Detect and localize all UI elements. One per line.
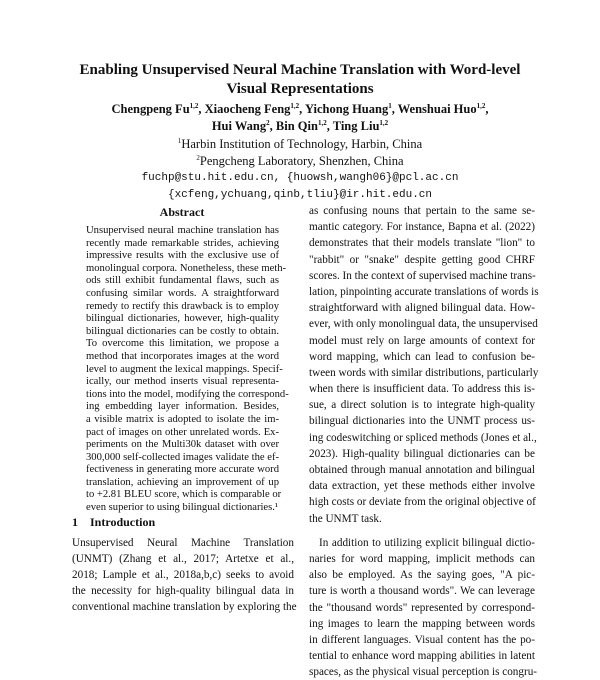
author-name: Xiaocheng Feng [204,102,291,116]
abstract-line: pact of images on other unrelated words. Ex- [86,426,279,438]
paragraph-line: ture is worth a thousand words". We can leverage [309,585,535,598]
abstract-line: translation, achieving an improvement of up [86,476,279,488]
paragraph-line: In addition to utilizing explicit bilingual dictio- [319,536,535,549]
paragraph-line: bilingual dictionaries into the UNMT process us- [309,415,535,428]
paragraph-line: the UNMT task. [309,512,382,525]
title-line: Enabling Unsupervised Neural Machine Translation with Word-level [79,62,521,78]
author-name: Hui Wang [211,119,267,133]
abstract-line: ods still exhibit fundamental flaws, such as [86,275,279,287]
paragraph-line: naries for word mapping, implicit methods can [309,552,535,565]
abstract-line: remedy to rectify this drawback is to employ [86,300,279,312]
paragraph-line: scores. In the context of supervised machine trans- [309,269,536,282]
author-line: Chengpeng Fu$^{1,2}$, Xiaocheng Feng$^{1,2}$, Yichong Huang$^1$, Wenshuai Huo$^{1,2}$, [111,101,489,116]
affiliation-line: $^2$Pengcheng Laboratory, Shenzhen, China [196,153,404,168]
paragraph-line: "rabbit" or "snake" despite getting good CHRF [309,253,535,266]
paragraph-line: high costs or deviate from the original objective of [309,496,536,509]
abstract-line: ically, our method inserts visual representa- [86,376,279,388]
email-line: fuchp@stu.hit.edu.cn, {huowsh,wangh06}@pcl.ac.cn [141,172,459,184]
abstract-heading: Abstract [159,205,205,219]
title-line: Visual Representations [226,81,374,97]
author-affil-sup: 1 [388,101,392,110]
right-column [309,203,539,680]
abstract-line: a visible matrix is adopted to isolate the im- [86,413,279,425]
author-affil-sup: 1,2 [189,101,199,110]
paragraph-line: mantic category. For instance, Bapna et al. (2022) [309,221,535,234]
paragraph-line: word mapping, which can lead to confusion be- [309,350,535,363]
author-name: Bin Qin [275,119,318,133]
paragraph-line: as confusing nouns that pertain to the same se- [309,205,535,217]
paragraph-line: tential to enhance word mapping abilities in latent [309,650,535,663]
paragraph-line: the "thousand words" represented by correspond- [309,601,535,614]
intro-line: Unsupervised Neural Machine Translation [72,537,294,549]
paragraph-line: ing images to learn the mapping between words [309,617,535,630]
paragraph-line: in different languages. Visual content has the po- [309,633,535,646]
affiliations [60,136,540,204]
email-line: {xcfeng,ychuang,qinb,tliu}@ir.hit.edu.cn [167,189,433,201]
abstract-line: bilingual dictionaries, however, high-quality [86,313,279,325]
section-number: 1 [72,515,78,529]
abstract-line: To overcome this limitation, we propose a [86,338,279,350]
abstract-line: impressive results with the exclusive use of [86,250,279,262]
paragraph-line: lation, pinpointing accurate translations of words is [309,285,539,298]
author-affil-sup: 1,2 [379,118,389,127]
paragraph-line: 2023). High-quality bilingual dictionaries can be [309,447,535,460]
intro-line: conventional machine translation by exploring the [72,601,297,613]
abstract-line: ing embedding layer information. Besides, [86,401,279,413]
paragraph-line: when there is insufficient data. To address this is- [309,383,535,396]
paragraph-line: tween words with similar distributions, particularly [309,366,539,379]
abstract-line: level to augment the lexical mappings. Specif- [86,363,283,375]
affiliation-line: $^1$Harbin Institution of Technology, Harbin, China [177,136,423,151]
abstract-line: confusing similar words. A straightforward [86,287,279,299]
abstract-line: to +2.81 BLEU score, which is comparable or [86,489,282,501]
paragraph-line: obtained through manual annotation and bilingual [309,464,535,476]
author-name: Wenshuai Huo [397,102,477,116]
author-name: Yichong Huang [304,102,389,116]
abstract-body [86,225,289,515]
intro-body [72,535,297,615]
abstract-line: Unsupervised neural machine translation has [86,225,279,236]
intro-line: the necessity for high-quality bilingual data in [72,585,294,597]
paragraph-gap [309,527,535,535]
section-heading [72,515,155,530]
intro-line: (UNMT) (Zhang et al., 2017; Artetxe et al., [72,553,294,565]
abstract-line: fectiveness in generating more accurate word [86,464,279,476]
abstract-line: 300,000 self-collected images validate the ef- [86,451,279,463]
paragraph-line: demonstrates that their models translate "lion" to [309,237,535,250]
abstract-line: bilingual dictionaries can be costly to obtain. [86,325,279,337]
author-affil-sup: 1,2 [317,118,327,127]
abstract-line: even superior to using bilingual dictionaries.¹ [86,502,279,514]
paragraph-line: sue, a direct solution is to integrate high-quality [309,399,535,412]
author-affil-sup: 1,2 [476,101,486,110]
intro-line: 2018; Lample et al., 2018a,b,c) seeks to avoid [72,569,294,581]
abstract-line: monolingual corpora. Nonetheless, these meth- [86,262,287,274]
author-affil-sup: 2 [266,118,270,127]
abstract-line: periments on the Multi30k dataset with over [86,439,279,451]
paragraph-line: spaces, as the physical visual perception is congru- [309,666,538,679]
paragraph-line: data extraction, yet these methods either involve [309,480,535,493]
abstract-line: method that incorporates images at the word [86,350,279,362]
paragraph-line: ever, with only monolingual data, the unsupervised [309,318,538,331]
abstract-line: tions into the model, modifying the correspond- [86,388,289,400]
author-name: Ting Liu [332,119,380,133]
abstract-line: recently made remarkable strides, achieving [86,237,279,249]
paragraph-line: model must rely on large amounts of context for [309,334,535,347]
paragraph-line: ing codeswitching or spliced methods (Jones et al., [309,431,537,444]
paragraph-line: also be employed. As the saying goes, "A pic- [309,569,535,582]
author-affil-sup: 1,2 [290,101,300,110]
paper-title [60,61,540,99]
author-line: Hui Wang$^2$, Bin Qin$^{1,2}$, Ting Liu$^{1,2}$ [211,118,389,133]
paragraph-line: straightforward with aligned bilingual data. How- [309,302,535,315]
author-list [60,101,540,135]
section-title: Introduction [90,515,156,529]
author-name: Chengpeng Fu [111,102,190,116]
